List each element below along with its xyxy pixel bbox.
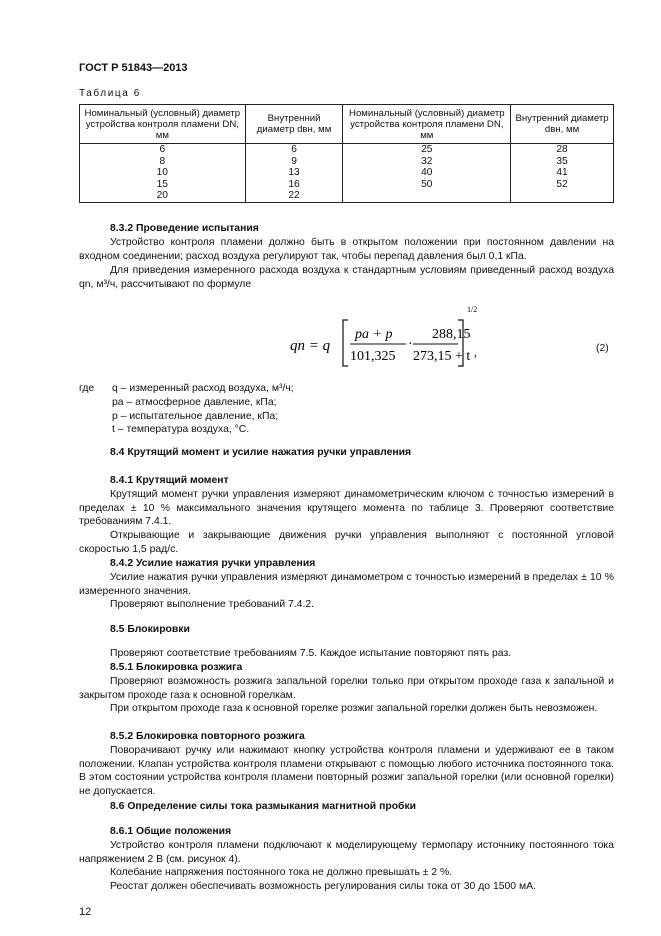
formula-number: (2) [596, 343, 609, 354]
table-cell: 22 [245, 190, 343, 202]
where-item: где q – измеренный расход воздуха, м³/ч; [79, 383, 294, 394]
formula [290, 298, 478, 381]
table-cell: 16 [245, 179, 343, 191]
table-cell: 40 [343, 167, 511, 179]
table-cell: 8 [80, 156, 246, 168]
formula-bracket-right [458, 298, 498, 376]
section-8-6-1-paragraph: Устройство контроля пламени подключают к моделирующему термопару источнику постоянного тока напряжением 2 В (см. рисунок 4). [79, 840, 614, 865]
table-cell: 52 [511, 179, 614, 191]
table-caption: Таблица 6 [79, 88, 141, 99]
svg-text:·: · [408, 337, 413, 352]
formula-lhs: qn = q [290, 338, 331, 354]
section-8-5-2-paragraph: Поворачивают ручку или нажимают кнопку устройства контроля пламени и удерживают ее в таком положении. Клапан устройства контроля пламени открывают с помощью любого источника постоянного тока. В этом состоянии устройства контроля пламени повторный розжиг запальной горелки (или основной горелки) не допускается. [79, 745, 614, 798]
table-row [80, 144, 614, 156]
section-8-3-2-paragraph: Устройство контроля пламени должно быть в открытом положении при постоянном давлении на входном соединении; расход воздуха регулируют так, чтобы перепад давления был 0,1 кПа. [79, 237, 614, 262]
table-cell: 6 [80, 144, 246, 156]
table-header-cell: Внутренний диаметр dвн, мм [245, 105, 343, 144]
table-row [80, 179, 614, 191]
section-8-6-1-title: 8.6.1 Общие положения [110, 826, 232, 837]
section-8-5-paragraph: Проверяют соответствие требованиям 7.5. Каждое испытание повторяют пять раз. [110, 648, 512, 659]
section-8-5-1-paragraph: При открытом проходе газа к основной горелке розжиг запальной горелки должен быть невозможен. [110, 703, 598, 714]
table-cell: 13 [245, 167, 343, 179]
section-8-4-title: 8.4 Крутящий момент и усилие нажатия ручки управления [110, 447, 412, 458]
table-cell: 41 [511, 167, 614, 179]
where-word: где [79, 383, 95, 394]
formula-graphic [290, 298, 471, 376]
section-8-4-1-title: 8.4.1 Крутящий момент [110, 475, 229, 486]
table-cell [343, 190, 511, 202]
table-cell: 9 [245, 156, 343, 168]
table-header-cell: Внутренний диаметр dвн, мм [511, 105, 614, 144]
section-8-6-1-paragraph: Реостат должен обеспечивать возможность регулирования силы тока от 30 до 1500 мА. [110, 881, 536, 892]
section-8-5-1-title: 8.5.1 Блокировка розжига [110, 662, 243, 673]
table-header-cell: Номинальный (условный) диаметр устройства контроля пламени DN, мм [80, 105, 246, 144]
table-cell: 6 [245, 144, 343, 156]
formula-numerator-1: pa + p [355, 327, 393, 342]
where-item: p – испытательное давление, кПа; [112, 411, 279, 422]
section-8-5-title: 8.5 Блокировки [110, 624, 190, 635]
section-8-6-1-paragraph: Колебание напряжения постоянного тока не должно превышать ± 2 %. [110, 867, 453, 878]
where-item: t – температура воздуха, °С. [112, 424, 250, 435]
table-cell: 50 [343, 179, 511, 191]
table-cell: 32 [343, 156, 511, 168]
formula-exponent: 1/2 [467, 305, 478, 314]
formula-numerator-2: 288,15 [432, 327, 471, 342]
table-row [80, 167, 614, 179]
table-cell: 25 [343, 144, 511, 156]
section-8-4-2-paragraph: Усилие нажатия ручки управления измеряют динамометром с точностью измерений в пределах ± 10 % измеренного значения. [79, 572, 614, 597]
where-item: pa – атмосферное давление, кПа; [112, 397, 277, 408]
table-cell: 28 [511, 144, 614, 156]
table-row [80, 156, 614, 168]
table-cell: 20 [80, 190, 246, 202]
page-number: 12 [79, 906, 92, 918]
table-header-cell: Номинальный (условный) диаметр устройства контроля пламени DN, мм [343, 105, 511, 144]
table-row [80, 190, 614, 202]
section-8-6-title: 8.6 Определение силы тока размыкания магнитной пробки [110, 801, 417, 812]
section-8-4-1-paragraph: Крутящий момент ручки управления измеряют динамометрическим ключом с точностью измерений в пределах ± 10 % максимального значения крутящего момента по таблице 3. Проверяют соответствие требованиям 7.4.1. [79, 489, 614, 528]
table-cell: 15 [80, 179, 246, 191]
section-8-5-1-paragraph: Проверяют возможность розжига запальной горелки только при открытом проходе газа к запальной и закрытом проходе газа к основной горелкам. [79, 676, 614, 701]
table-cell [511, 190, 614, 202]
section-8-3-2-paragraph: Для приведения измеренного расхода воздуха к стандартным условиям приведенный расход воздуха qn, м³/ч, рассчитывают по формуле [79, 265, 614, 290]
formula-denominator-1: 101,325 [350, 349, 396, 364]
svg-text:,: , [474, 345, 477, 359]
formula-denominator-2: 273,15 + t [413, 349, 471, 364]
diameter-table [79, 104, 614, 203]
table-cell: 35 [511, 156, 614, 168]
section-8-4-2-title: 8.4.2 Усилие нажатия ручки управления [110, 558, 316, 569]
table-cell: 10 [80, 167, 246, 179]
document-header: ГОСТ Р 51843—2013 [79, 62, 188, 74]
section-8-3-2-title: 8.3.2 Проведение испытания [110, 223, 259, 234]
section-8-5-2-title: 8.5.2 Блокировка повторного розжига [110, 731, 305, 742]
section-8-4-2-paragraph: Проверяют выполнение требований 7.4.2. [110, 599, 315, 610]
section-8-4-1-paragraph: Открывающие и закрывающие движения ручки управления выполняют с постоянной угловой скоростью 1,5 рад/с. [79, 530, 614, 555]
